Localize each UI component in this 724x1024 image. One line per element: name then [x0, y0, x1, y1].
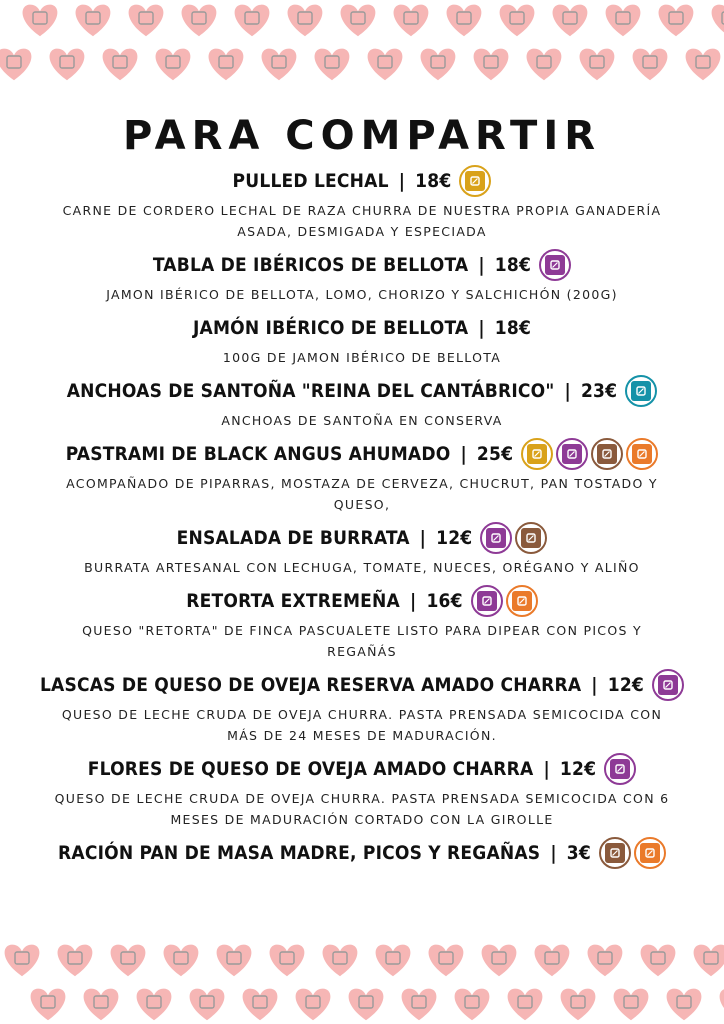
heart-icon [341, 5, 376, 37]
price-separator: | [478, 254, 485, 276]
heart-icon [50, 49, 85, 81]
top-heart-pattern [0, 0, 724, 92]
price-separator: | [409, 590, 417, 612]
menu-item-description: CARNE DE CORDERO LECHAL DE RAZA CHURRA DE NUESTRA PROPIA GANADERÍA ASADA, DESMIGADA Y ESPECIADA [62, 203, 662, 239]
page-title: PARA COMPARTIR [122, 113, 602, 159]
heart-icon [137, 989, 172, 1021]
price-separator: | [398, 170, 406, 192]
menu-item-header [0, 668, 724, 702]
allergen-icons [604, 753, 636, 785]
menu-item [0, 521, 724, 578]
menu-item-name: ENSALADA DE BURRATA [176, 527, 410, 549]
heart-icon [447, 5, 482, 37]
allergen-brown-icon [591, 438, 623, 470]
menu-item-header [0, 437, 724, 471]
menu-item-header [0, 521, 724, 555]
heart-icon [349, 989, 384, 1021]
menu-item-description: 100G DE JAMON IBÉRICO DE BELLOTA [222, 350, 502, 365]
heart-icon [31, 989, 66, 1021]
heart-icon [667, 989, 702, 1021]
menu-item-name: FLORES DE QUESO DE OVEJA AMADO CHARRA [87, 758, 534, 780]
heart-icon [553, 5, 588, 37]
allergen-purple-icon [471, 585, 503, 617]
menu-item-header [0, 164, 724, 198]
menu-item-price: 12€ [559, 758, 597, 780]
allergen-icons [599, 837, 666, 869]
menu-item-description: ACOMPAÑADO DE PIPARRAS, MOSTAZA DE CERVEZA, CHUCRUT, PAN TOSTADO Y QUESO, [66, 476, 658, 512]
menu-item-name: TABLA DE IBÉRICOS DE BELLOTA [152, 254, 469, 276]
heart-icon [580, 49, 615, 81]
price-separator: | [419, 527, 427, 549]
allergen-icons [480, 522, 547, 554]
menu-section [0, 108, 724, 870]
heart-icon [76, 5, 111, 37]
menu-item [0, 437, 724, 515]
heart-icon [508, 989, 543, 1021]
allergen-purple-icon [604, 753, 636, 785]
allergen-purple-icon [556, 438, 588, 470]
allergen-brown-icon [515, 522, 547, 554]
heart-icon [376, 945, 411, 977]
menu-item [0, 668, 724, 746]
menu-item-price: 3€ [566, 842, 591, 864]
menu-item-header [0, 248, 724, 282]
allergen-icons [625, 375, 657, 407]
heart-icon [686, 49, 721, 81]
heart-icon [235, 5, 270, 37]
menu-item-price: 12€ [436, 527, 473, 549]
allergen-icons [652, 669, 684, 701]
heart-icon [455, 989, 490, 1021]
heart-icon [190, 989, 225, 1021]
menu-item-description: ANCHOAS DE SANTOÑA EN CONSERVA [221, 413, 503, 428]
menu-item-description: JAMON IBÉRICO DE BELLOTA, LOMO, CHORIZO Y SALCHICHÓN (200G) [106, 287, 618, 302]
menu-item-description: QUESO DE LECHE CRUDA DE OVEJA CHURRA. PASTA PRENSADA SEMICOCIDA CON MÁS DE 24 MESES DE MADURACIÓN. [61, 707, 663, 743]
heart-icon [606, 5, 641, 37]
menu-item [0, 164, 724, 242]
heart-pattern-decoration [0, 936, 724, 1024]
heart-icon [588, 945, 623, 977]
menu-item [0, 752, 724, 830]
menu-item [0, 836, 724, 870]
heart-icon [474, 49, 509, 81]
menu-item-description: QUESO "RETORTA" DE FINCA PASCUALETE LISTO PARA DIPEAR CON PICOS Y REGAÑÁS [82, 623, 642, 659]
menu-item-description: QUESO DE LECHE CRUDA DE OVEJA CHURRA. PASTA PRENSADA SEMICOCIDA CON 6 MESES DE MADURACIÓN CORTADO CON LA GIROLLE [54, 791, 670, 827]
menu-item-name: ANCHOAS DE SANTOÑA "REINA DEL CANTÁBRICO" [66, 380, 555, 402]
allergen-purple-icon [539, 249, 571, 281]
menu-item-price: 18€ [494, 317, 532, 339]
heart-icon [156, 49, 191, 81]
heart-icon [164, 945, 199, 977]
price-separator: | [550, 842, 557, 864]
heart-icon [633, 49, 668, 81]
allergen-gold-icon [459, 165, 491, 197]
heart-icon [296, 989, 331, 1021]
heart-icon [402, 989, 437, 1021]
allergen-brown-icon [599, 837, 631, 869]
heart-icon [421, 49, 456, 81]
heart-icon [5, 945, 40, 977]
heart-icon [217, 945, 252, 977]
heart-pattern-decoration [0, 0, 724, 92]
allergen-teal-icon [625, 375, 657, 407]
heart-icon [288, 5, 323, 37]
menu-item [0, 374, 724, 431]
heart-icon [0, 49, 31, 81]
heart-icon [641, 945, 676, 977]
menu-item-name: RETORTA EXTREMEÑA [186, 590, 400, 612]
heart-icon [500, 5, 535, 37]
heart-icon [58, 945, 93, 977]
heart-icon [84, 989, 119, 1021]
heart-icon [527, 49, 562, 81]
heart-icon [262, 49, 297, 81]
heart-icon [23, 5, 58, 37]
menu-item-name: JAMÓN IBÉRICO DE BELLOTA [192, 317, 469, 339]
allergen-orange-icon [634, 837, 666, 869]
price-separator: | [460, 443, 467, 465]
menu-item-price: 12€ [607, 674, 645, 696]
menu-item-header [0, 584, 724, 618]
allergen-icons [521, 438, 658, 470]
menu-item-price: 25€ [476, 443, 514, 465]
price-separator: | [591, 674, 598, 696]
menu-item [0, 584, 724, 662]
heart-icon [315, 49, 350, 81]
menu-item-header [0, 374, 724, 408]
heart-icon [368, 49, 403, 81]
heart-icon [103, 49, 138, 81]
menu-item-name: PULLED LECHAL [232, 170, 389, 192]
menu-item-header [0, 752, 724, 786]
menu-item [0, 248, 724, 305]
price-separator: | [478, 317, 485, 339]
allergen-orange-icon [626, 438, 658, 470]
menu-item-header [0, 836, 724, 870]
menu-item-description: BURRATA ARTESANAL CON LECHUGA, TOMATE, NUECES, ORÉGANO Y ALIÑO [84, 560, 640, 575]
menu-item-header [0, 311, 724, 345]
menu-item-price: 23€ [580, 380, 618, 402]
heart-icon [111, 945, 146, 977]
price-separator: | [564, 380, 571, 402]
allergen-icons [459, 165, 491, 197]
allergen-orange-icon [506, 585, 538, 617]
heart-icon [243, 989, 278, 1021]
bottom-heart-pattern [0, 936, 724, 1024]
menu-item-price: 16€ [426, 590, 463, 612]
heart-icon [659, 5, 694, 37]
heart-icon [482, 945, 517, 977]
heart-icon [394, 5, 429, 37]
heart-icon [270, 945, 305, 977]
heart-icon [182, 5, 217, 37]
heart-icon [614, 989, 649, 1021]
allergen-gold-icon [521, 438, 553, 470]
allergen-icons [471, 585, 538, 617]
heart-icon [720, 989, 724, 1021]
menu-item-name: LASCAS DE QUESO DE OVEJA RESERVA AMADO CHARRA [39, 674, 582, 696]
heart-icon [323, 945, 358, 977]
menu-item-name: PASTRAMI DE BLACK ANGUS AHUMADO [65, 443, 451, 465]
menu-item-name: RACIÓN PAN DE MASA MADRE, PICOS Y REGAÑAS [58, 842, 541, 864]
menu-item-price: 18€ [415, 170, 452, 192]
heart-icon [561, 989, 596, 1021]
heart-icon [129, 5, 164, 37]
heart-icon [535, 945, 570, 977]
allergen-purple-icon [652, 669, 684, 701]
heart-icon [694, 945, 724, 977]
menu-item-price: 18€ [494, 254, 532, 276]
menu-item [0, 311, 724, 368]
allergen-icons [539, 249, 571, 281]
menu-items-list [0, 164, 724, 870]
allergen-purple-icon [480, 522, 512, 554]
price-separator: | [543, 758, 550, 780]
heart-icon [209, 49, 244, 81]
heart-icon [429, 945, 464, 977]
